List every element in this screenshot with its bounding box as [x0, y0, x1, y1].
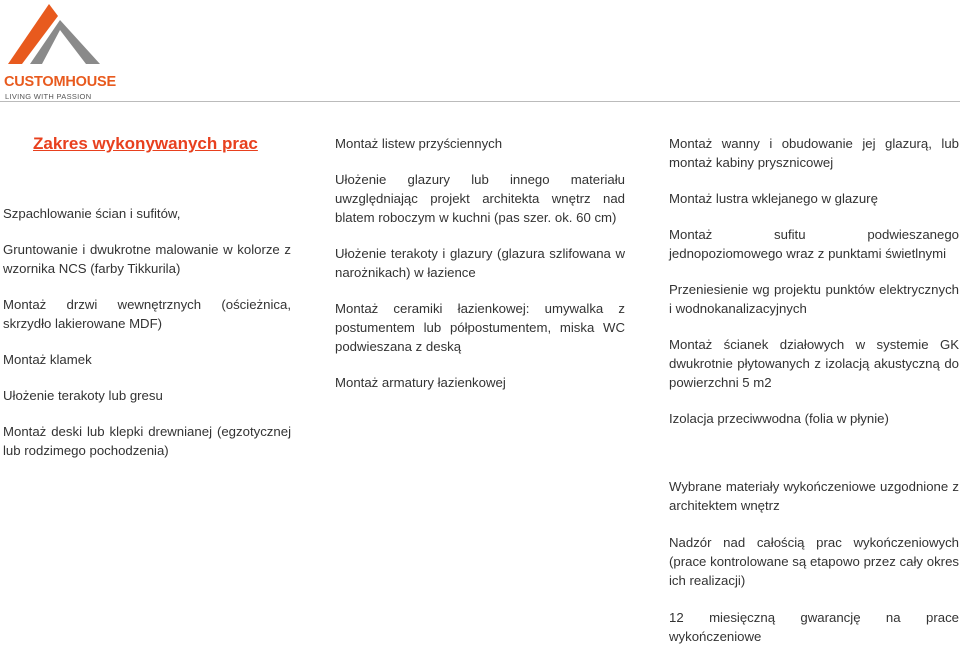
- list-item: Wybrane materiały wykończeniowe uzgodnione z architektem wnętrz: [669, 479, 959, 513]
- logo-tagline: LIVING WITH PASSION: [5, 92, 92, 101]
- header-divider: [0, 101, 960, 102]
- list-item: Montaż deski lub klepki drewnianej (egzotycznej lub rodzimego pochodzenia): [3, 424, 291, 458]
- column-1: [3, 204, 291, 460]
- page-title: Zakres wykonywanych prac: [33, 134, 258, 153]
- logo-brand-name: CUSTOMHOUSE: [4, 74, 116, 90]
- list-item: Ułożenie terakoty lub gresu: [3, 388, 163, 403]
- list-item: Montaż lustra wklejanego w glazurę: [669, 191, 878, 206]
- list-item: Montaż wanny i obudowanie jej glazurą, lub montaż kabiny prysznicowej: [669, 136, 959, 170]
- list-item: Izolacja przeciwwodna (folia w płynie): [669, 411, 889, 426]
- list-item: Montaż ceramiki łazienkowej: umywalka z postumentem lub półpostumentem, miska WC podwieszana z deską: [335, 301, 625, 354]
- list-item: Montaż armatury łazienkowej: [335, 375, 506, 390]
- list-item: Montaż sufitu podwieszanego jednopoziomowego wraz z punktami świetlnymi: [669, 227, 959, 261]
- list-item: Ułożenie terakoty i glazury (glazura szlifowana w narożnikach) w łazience: [335, 246, 625, 280]
- column-3: [669, 134, 959, 428]
- list-item: Przeniesienie wg projektu punktów elektrycznych i wodnokanalizacyjnych: [669, 282, 959, 316]
- list-item: Montaż listew przyściennych: [335, 136, 503, 151]
- list-item: Montaż klamek: [3, 352, 92, 367]
- column-2: [335, 134, 625, 392]
- list-item: Gruntowanie i dwukrotne malowanie w kolorze z wzornika NCS (farby Tikkurila): [3, 242, 291, 276]
- list-item: 12 miesięczną gwarancję na prace wykończeniowe: [669, 610, 959, 644]
- list-item: Ułożenie glazury lub innego materiału uwzględniając projekt architekta wnętrz nad blatem roboczym w kuchni (pas szer. ok. 60 cm): [335, 172, 625, 225]
- column-4: [669, 477, 959, 646]
- list-item: Montaż drzwi wewnętrznych (ościeżnica, skrzydło lakierowane MDF): [3, 297, 291, 331]
- list-item: Szpachlowanie ścian i sufitów,: [3, 206, 181, 221]
- house-logo-icon: [4, 2, 100, 74]
- list-item: Montaż ścianek działowych w systemie GK dwukrotnie płytowanych z izolacją akustyczną do powierzchni 5 m2: [669, 337, 959, 390]
- list-item: Nadzór nad całością prac wykończeniowych (prace kontrolowane są etapowo przez cały okres ich realizacji): [669, 535, 959, 588]
